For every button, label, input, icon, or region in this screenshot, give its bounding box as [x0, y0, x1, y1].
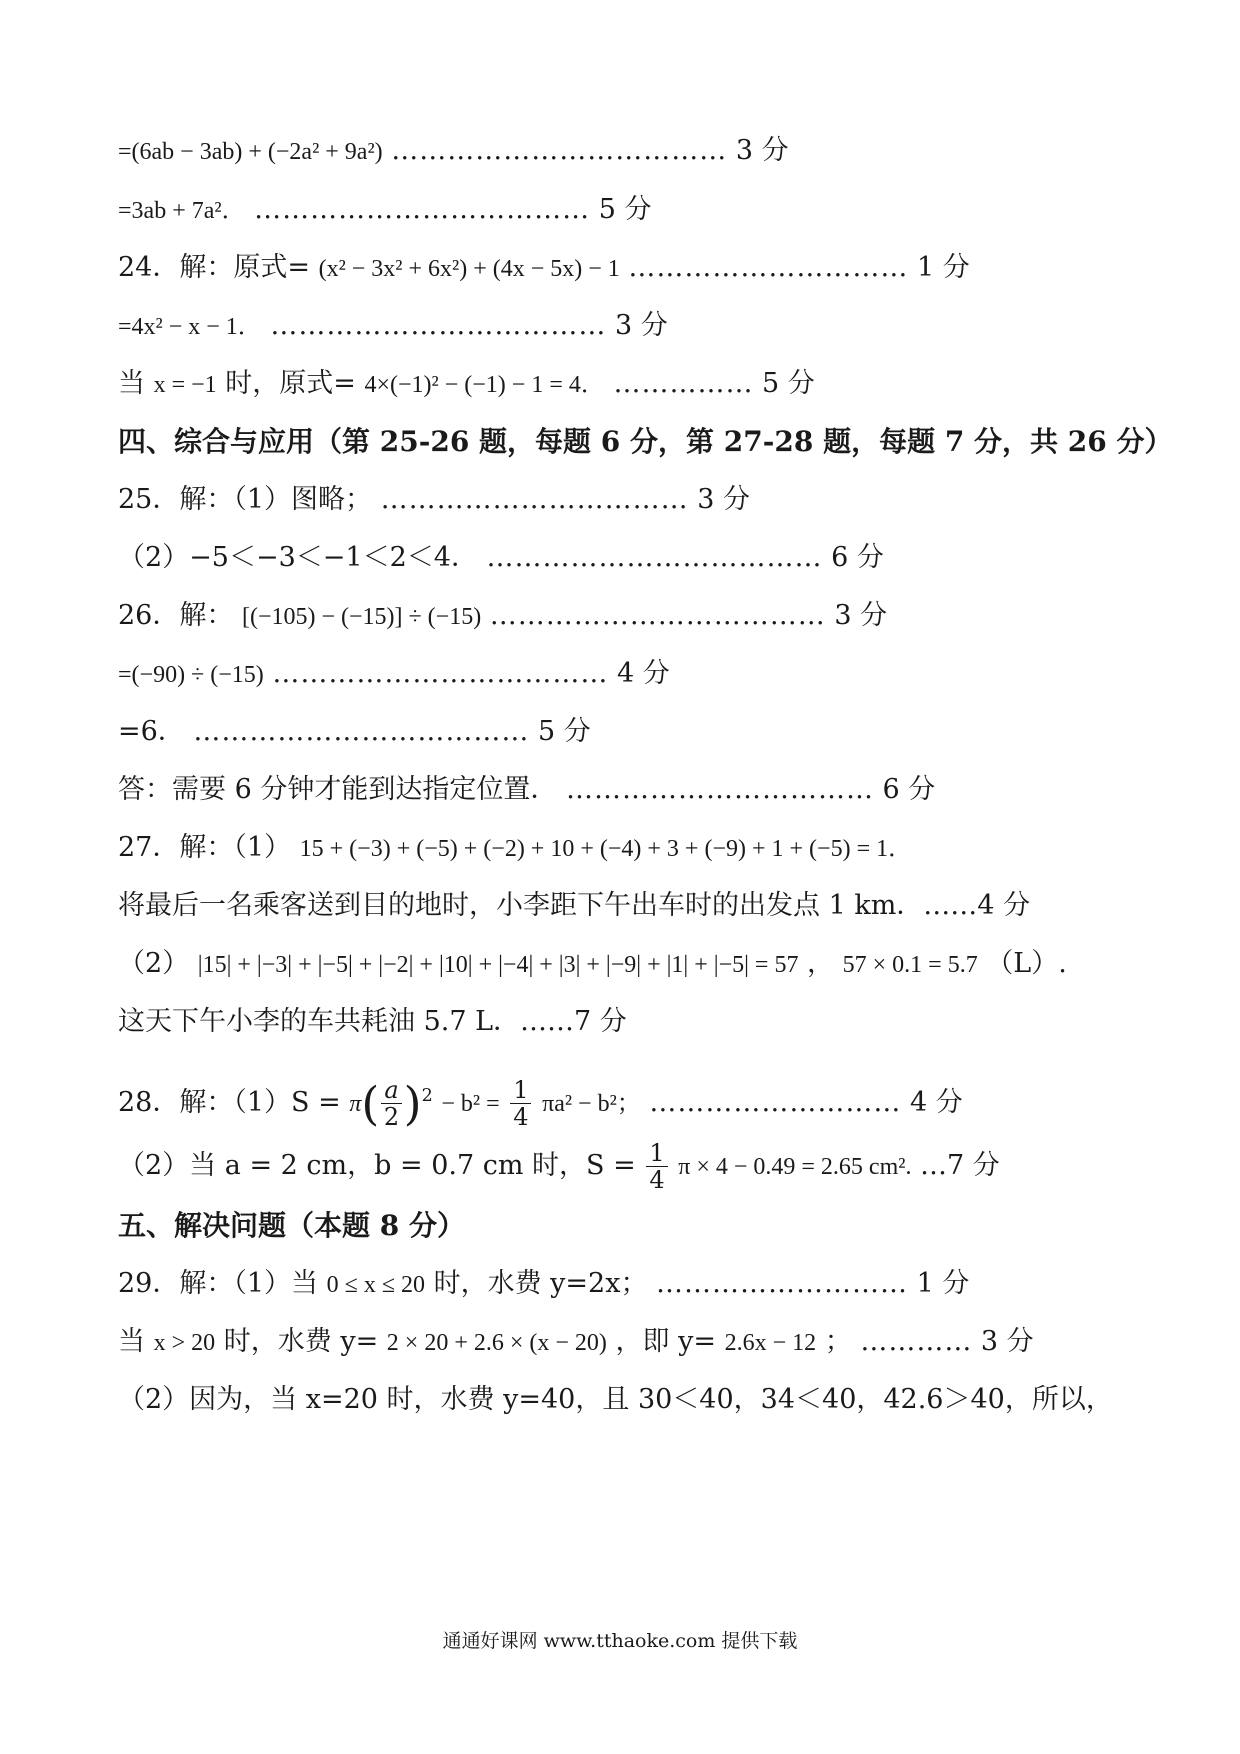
right-paren: ) — [403, 1076, 422, 1131]
text-mid: 时，水费 y= — [223, 1326, 379, 1357]
leader-dots: ………… — [860, 1326, 973, 1357]
line-29-part1b — [118, 1322, 1034, 1363]
text-prefix: 当 — [118, 368, 145, 399]
answer-text: 25．解：（1）图略； — [118, 484, 373, 515]
leader-dots: ……………………………… — [489, 600, 826, 631]
text-mid: ， — [807, 948, 835, 979]
question-prefix: 24．解：原式= — [118, 252, 310, 283]
equation: 15 + (−3) + (−5) + (−2) + 10 + (−4) + 3 + (−9) + 1 + (−5) = 1． — [299, 836, 913, 862]
score: 1 分 — [917, 252, 970, 283]
line-26-step2 — [118, 654, 670, 695]
score: 1 分 — [916, 1268, 970, 1299]
leader-dots: ……………………………… — [270, 310, 607, 341]
leader-dots: …………………………… — [565, 774, 874, 805]
line-29-part2: （2）因为，当 x=20 时，水费 y=40，且 30＜40，34＜40，42.6＞40，所以， — [118, 1384, 1113, 1415]
answer-text: =6． — [118, 716, 185, 747]
line-22-step1 — [118, 131, 789, 172]
equation: 4×(−1)² − (−1) − 1 = 4． — [364, 372, 605, 398]
line-27-part2 — [118, 944, 1067, 985]
leader-dots: ……………………… — [656, 1268, 909, 1299]
line-28-part1 — [118, 1066, 963, 1134]
section-heading-4: 四、综合与应用（第 25-26 题，每题 6 分，第 27-28 题，每题 7 分，共 26 分） — [118, 425, 1173, 458]
fraction-numerator: 1 — [510, 1077, 531, 1104]
equation: x > 20 — [153, 1330, 216, 1356]
leader-dots: ……………………………… — [272, 658, 609, 689]
line-24-step1 — [118, 248, 970, 289]
score: …7 分 — [920, 1150, 1000, 1181]
pi-symbol: π — [349, 1091, 362, 1117]
line-22-step2 — [118, 190, 652, 231]
score: 4 分 — [909, 1087, 963, 1118]
score: 6 分 — [882, 774, 936, 805]
equation: πa² − b²； — [542, 1091, 641, 1117]
equation: =(−90) ÷ (−15) — [118, 662, 264, 688]
score: 4 分 — [616, 658, 670, 689]
line-24-step2 — [118, 306, 668, 347]
equation: (x² − 3x² + 6x²) + (4x − 5x) − 1 — [318, 256, 620, 282]
score: 5 分 — [538, 716, 591, 747]
line-27-part1 — [118, 828, 912, 869]
leader-dots: ……………………………… — [193, 716, 530, 747]
answer-text: （2）−5＜−3＜−1＜2＜4． — [118, 542, 478, 573]
equation: x = −1 — [153, 372, 217, 398]
left-paren: ( — [361, 1076, 380, 1131]
line-26-step1 — [118, 596, 887, 637]
fraction-denominator: 4 — [649, 1166, 665, 1194]
fraction-denominator: 2 — [383, 1103, 400, 1131]
equation: =3ab + 7a²． — [118, 198, 246, 224]
question-prefix: 27．解：（1） — [118, 832, 292, 863]
text-mid: ； — [824, 1326, 852, 1357]
equation: − b² = — [441, 1091, 500, 1117]
leader-dots: ……………………………… — [391, 135, 728, 166]
line-25-part1 — [118, 480, 750, 520]
fraction-numerator: a — [381, 1077, 401, 1104]
line-29-part1 — [118, 1264, 969, 1305]
equation: |15| + |−3| + |−5| + |−2| + |10| + |−4| + |3| + |−9| + |1| + |−5| = 57 — [197, 952, 799, 978]
line-25-part2 — [118, 538, 884, 578]
score: 3 分 — [980, 1326, 1034, 1357]
score: 3 分 — [615, 310, 668, 341]
text-mid: ，即 y= — [615, 1326, 716, 1357]
equation: π × 4 − 0.49 = 2.65 cm². — [678, 1154, 912, 1180]
fraction-numerator: 1 — [646, 1140, 667, 1167]
line-24-step3 — [118, 364, 815, 405]
text-suffix: （L）. — [986, 948, 1067, 979]
line-27-part2-answer: 这天下午小李的车共耗油 5.7 L．……7 分 — [118, 1006, 627, 1037]
score: 6 分 — [831, 542, 884, 573]
leader-dots: ……………………………… — [254, 194, 591, 225]
leader-dots: …………………………… — [380, 484, 689, 515]
text-mid: 时，水费 y=2x； — [433, 1268, 648, 1299]
fraction-a-over-2 — [381, 1077, 401, 1130]
leader-dots: ……………………… — [649, 1087, 902, 1118]
line-27-part1-answer: 将最后一名乘客送到目的地时，小李距下午出车时的出发点 1 km．……4 分 — [118, 890, 1031, 921]
text-prefix: （2）当 a = 2 cm，b = 0.7 cm 时，S = — [118, 1150, 636, 1181]
equation: 2.6x − 12 — [724, 1330, 817, 1356]
leader-dots: …………… — [613, 368, 754, 399]
score: 3 分 — [834, 600, 888, 631]
equation: 2 × 20 + 2.6 × (x − 20) — [386, 1330, 607, 1356]
equation: =(6ab − 3ab) + (−2a² + 9a²) — [118, 139, 383, 165]
text-mid: 时，原式= — [225, 368, 356, 399]
text-prefix: （2） — [118, 948, 190, 979]
equation: 57 × 0.1 = 5.7 — [842, 952, 978, 978]
question-prefix: 29．解：（1）当 — [118, 1268, 319, 1299]
page-footer: 通通好课网 www.tthaoke.com 提供下载 — [442, 1630, 798, 1652]
line-28-part2 — [118, 1136, 1000, 1197]
equation: =4x² − x − 1． — [118, 314, 262, 340]
equation: [(−105) − (−15)] ÷ (−15) — [241, 604, 482, 630]
answer-text: 答：需要 6 分钟才能到达指定位置． — [118, 774, 558, 805]
text-prefix: 当 — [118, 1326, 145, 1357]
fraction-1-over-4 — [646, 1140, 667, 1193]
section-heading-5: 五、解决问题（本题 8 分） — [118, 1209, 465, 1242]
leader-dots: ………………………… — [628, 252, 909, 283]
score: 5 分 — [762, 368, 815, 399]
question-prefix: 28．解：（1）S = — [118, 1087, 341, 1118]
line-26-answer — [118, 770, 935, 810]
leader-dots: ……………………………… — [486, 542, 823, 573]
line-26-step3 — [118, 712, 591, 752]
score: 5 分 — [598, 194, 652, 225]
exponent: 2 — [421, 1086, 433, 1106]
fraction-denominator: 4 — [513, 1103, 529, 1131]
question-prefix: 26．解： — [118, 600, 234, 631]
score: 3 分 — [735, 135, 789, 166]
fraction-1-over-4 — [510, 1077, 531, 1130]
score: 3 分 — [697, 484, 750, 515]
equation: 0 ≤ x ≤ 20 — [326, 1272, 425, 1298]
